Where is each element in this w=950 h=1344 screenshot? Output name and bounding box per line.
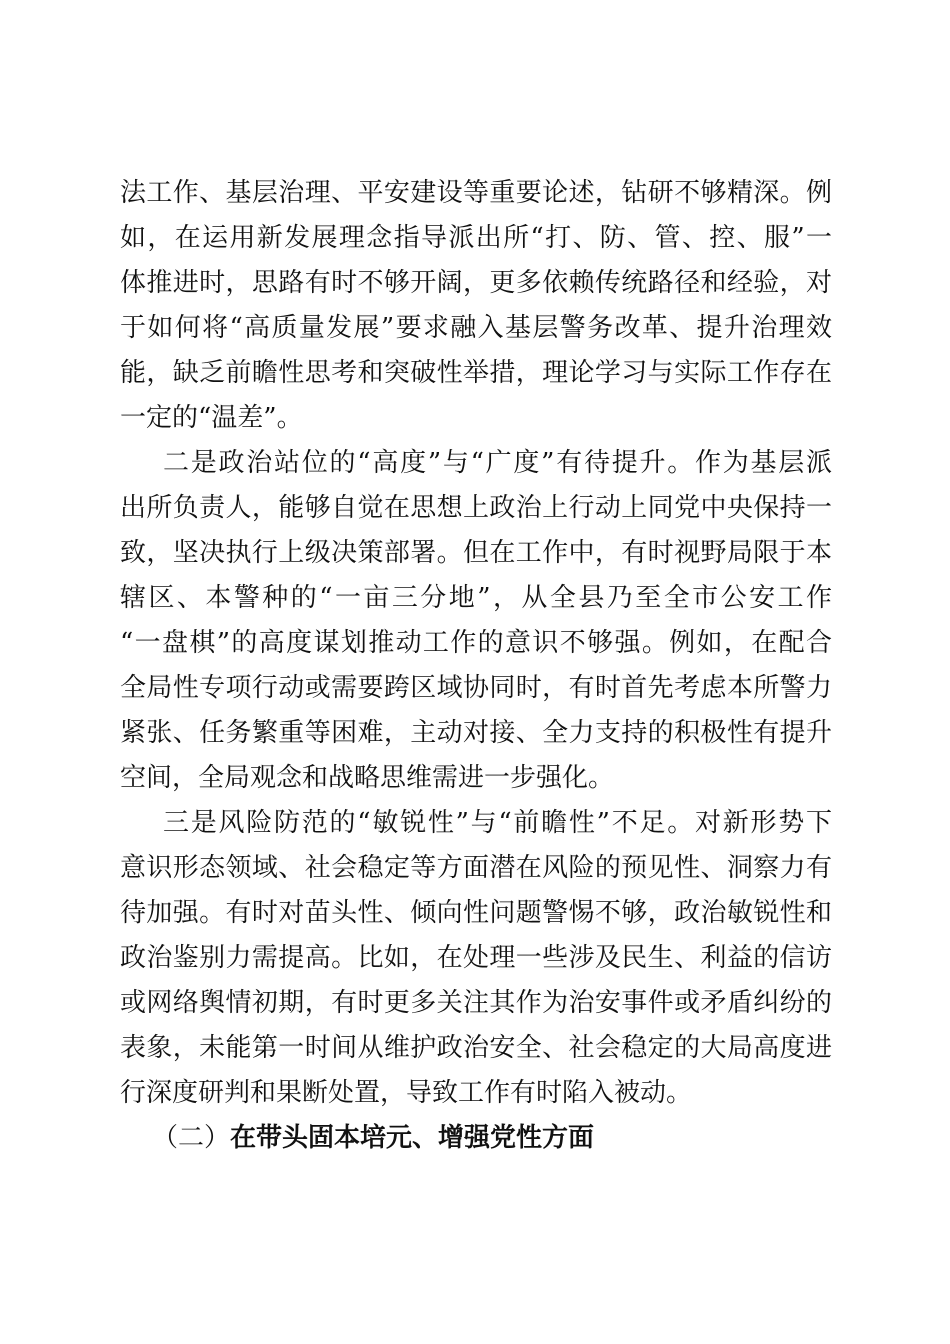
section-number: （二）: [152, 1123, 231, 1153]
text-line: 辖区、本警种的“一亩三分地”，从全县乃至全市公安工作: [120, 583, 832, 613]
text-line: 意识形态领域、社会稳定等方面潜在风险的预见性、洞察力有: [120, 853, 832, 883]
text-line: 政治鉴别力需提高。比如，在处理一些涉及民生、利益的信访: [120, 943, 832, 973]
text-line: 行深度研判和果断处置，导致工作有时陷入被动。: [120, 1078, 693, 1108]
text-line: 出所负责人，能够自觉在思想上政治上行动上同党中央保持一: [120, 493, 832, 523]
text-line: 法工作、基层治理、平安建设等重要论述，钻研不够精深。例: [120, 178, 832, 208]
text-line: 体推进时，思路有时不够开阔，更多依赖传统路径和经验，对: [120, 268, 832, 298]
text-line: 表象，未能第一时间从维护政治安全、社会稳定的大局高度进: [120, 1033, 832, 1063]
text-line: 或网络舆情初期，有时更多关注其作为治安事件或矛盾纠纷的: [120, 988, 832, 1018]
text-line: 三是风险防范的“敏锐性”与“前瞻性”不足。对新形势下: [163, 808, 832, 838]
section-heading: [120, 1116, 832, 1161]
text-line: 能，缺乏前瞻性思考和突破性举措，理论学习与实际工作存在: [120, 358, 832, 388]
paragraph-2: [120, 441, 832, 801]
text-line: 二是政治站位的“高度”与“广度”有待提升。作为基层派: [163, 448, 832, 478]
paragraph-1: [120, 171, 832, 441]
text-line: 致，坚决执行上级决策部署。但在工作中，有时视野局限于本: [120, 538, 832, 568]
text-line: 待加强。有时对苗头性、倾向性问题警惕不够，政治敏锐性和: [120, 898, 832, 928]
text-line: 一定的“温差”。: [120, 403, 303, 433]
text-line: 全局性专项行动或需要跨区域协同时，有时首先考虑本所警力: [120, 673, 832, 703]
document-page: [120, 171, 832, 1161]
section-title: 在带头固本培元、增强党性方面: [230, 1123, 595, 1153]
paragraph-3: [120, 801, 832, 1116]
text-line: 于如何将“高质量发展”要求融入基层警务改革、提升治理效: [120, 313, 832, 343]
text-line: 如，在运用新发展理念指导派出所“打、防、管、控、服”一: [120, 223, 832, 253]
text-line: 紧张、任务繁重等困难，主动对接、全力支持的积极性有提升: [120, 718, 832, 748]
text-line: 空间，全局观念和战略思维需进一步强化。: [120, 763, 615, 793]
text-line: “一盘棋”的高度谋划推动工作的意识不够强。例如，在配合: [120, 628, 832, 658]
